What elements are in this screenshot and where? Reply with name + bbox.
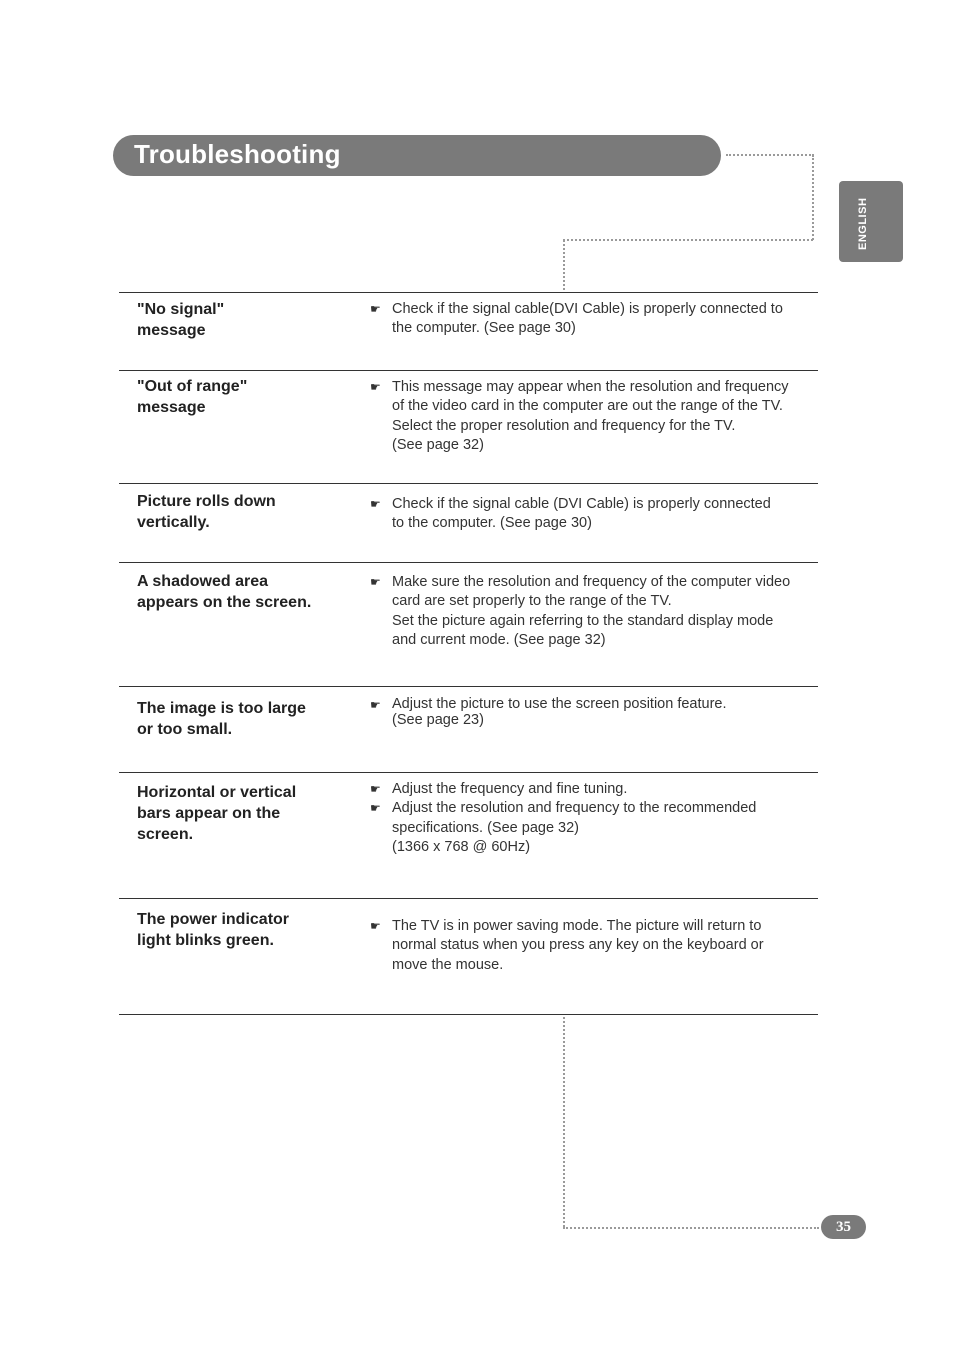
table-rule	[119, 1014, 818, 1015]
solution-text: Adjust the picture to use the screen position feature. (See page 23)	[392, 696, 727, 728]
page-title: Troubleshooting	[134, 139, 341, 169]
solution-item	[370, 378, 810, 455]
problem-label: "Out of range" message	[137, 378, 248, 416]
table-rule	[119, 772, 818, 773]
pointing-hand-icon: ☛	[370, 698, 381, 712]
language-tab	[839, 181, 903, 262]
solution-item	[370, 799, 810, 857]
problem-label: "No signal" message	[137, 301, 225, 339]
pointing-hand-icon: ☛	[370, 302, 381, 316]
solution-list	[370, 378, 810, 455]
solution-text: Adjust the resolution and frequency to the recommended specifications. (See page 32) (1366 x 768 @ 60Hz)	[392, 800, 757, 855]
solution-list	[370, 917, 810, 975]
dotted-line-drop	[563, 240, 565, 290]
problem-label: The power indicator light blinks green.	[137, 911, 290, 949]
table-rule	[119, 898, 818, 899]
solution-item	[370, 495, 810, 534]
page-number: 35	[821, 1215, 866, 1239]
pointing-hand-icon: ☛	[370, 380, 381, 394]
solution-item	[370, 780, 810, 799]
problem-label: Horizontal or vertical bars appear on the screen.	[137, 784, 297, 843]
dotted-line-mid	[563, 239, 813, 241]
table-rule	[119, 292, 818, 293]
table-rule	[119, 483, 818, 484]
solution-list	[370, 300, 810, 339]
language-tab-label: ENGLISH	[857, 197, 869, 250]
solution-list	[370, 495, 810, 534]
dotted-line-top	[726, 154, 814, 156]
solution-item	[370, 917, 810, 975]
solution-text: Make sure the resolution and frequency of the computer video card are set properly to the range of the TV. Set the picture again referring to the standard display mode and current mode. (See page 32)	[392, 574, 791, 648]
solution-item	[370, 300, 810, 339]
pointing-hand-icon: ☛	[370, 575, 381, 589]
table-rule	[119, 686, 818, 687]
solution-item	[370, 573, 810, 650]
solution-text: This message may appear when the resolution and frequency of the video card in the computer are out the range of the TV. Select the proper resolution and frequency for the TV. (See page 32)	[392, 379, 789, 453]
solution-list	[370, 573, 810, 650]
dotted-line-bottom	[563, 1227, 819, 1229]
pointing-hand-icon: ☛	[370, 801, 381, 816]
solution-text: The TV is in power saving mode. The picture will return to normal status when you press any key on the keyboard or move the mouse.	[392, 918, 764, 973]
dotted-line-right	[812, 155, 814, 240]
problem-label: Picture rolls down vertically.	[137, 493, 276, 531]
dotted-line-bottom-drop	[563, 1017, 565, 1227]
solution-list	[370, 780, 810, 857]
table-rule	[119, 562, 818, 563]
problem-label: The image is too large or too small.	[137, 700, 306, 738]
solution-text: Adjust the frequency and fine tuning.	[392, 781, 628, 797]
problem-label: A shadowed area appears on the screen.	[137, 573, 312, 611]
solution-text: Check if the signal cable(DVI Cable) is properly connected to the computer. (See page 30)	[392, 301, 783, 337]
pointing-hand-icon: ☛	[370, 919, 381, 933]
solution-text: Check if the signal cable (DVI Cable) is properly connected to the computer. (See page 30)	[392, 496, 771, 532]
table-rule	[119, 370, 818, 371]
solution-list	[370, 696, 810, 728]
solution-item	[370, 696, 810, 728]
pointing-hand-icon: ☛	[370, 497, 381, 511]
pointing-hand-icon: ☛	[370, 782, 381, 796]
title-bar	[113, 135, 721, 176]
